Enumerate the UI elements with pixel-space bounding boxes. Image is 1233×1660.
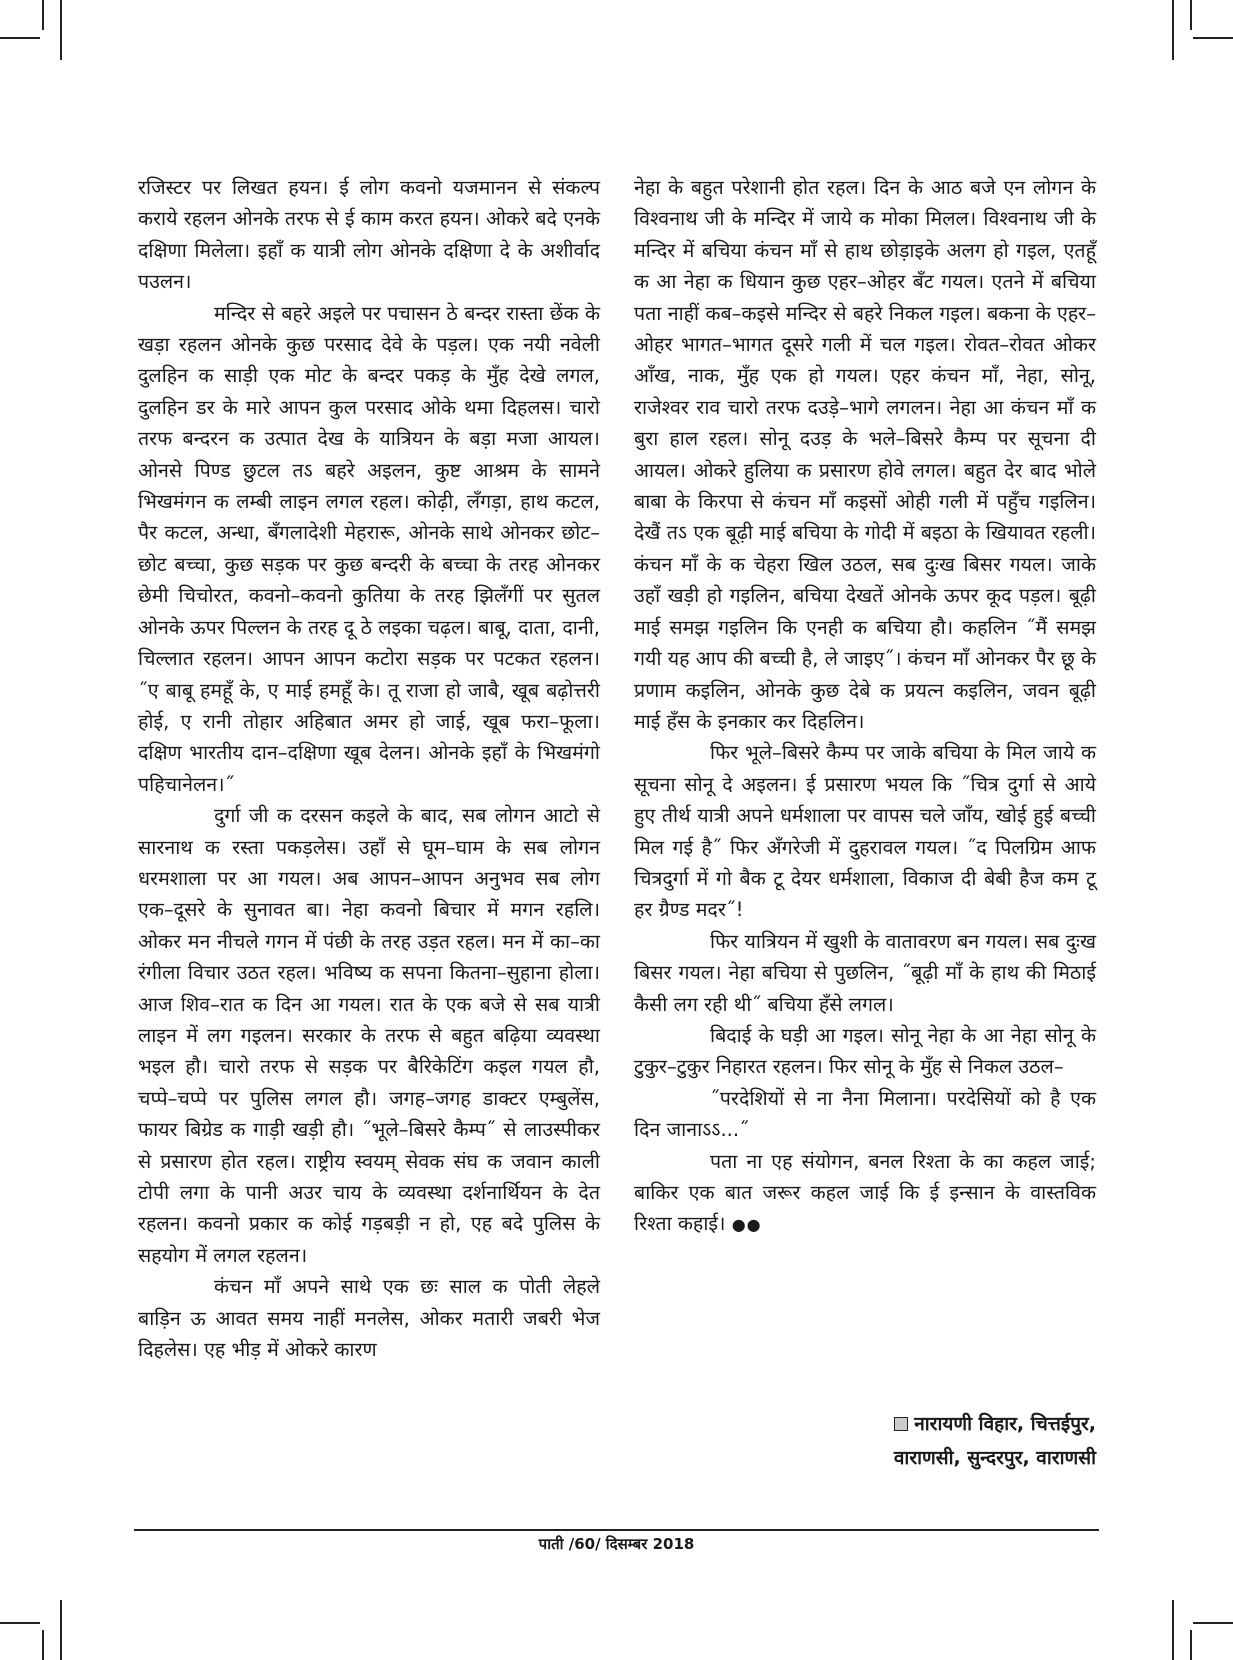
crop-mark xyxy=(1190,1630,1192,1660)
crop-mark xyxy=(1193,1622,1233,1624)
paragraph: रजिस्टर पर लिखत हयन। ई लोग कवनो यजमानन से संकल्प कराये रहलन ओनके तरफ से ई काम करत हयन। ओकरे बदे एनके दक्षिणा मिलेला। इहाँ क यात्री लोग ओनके दक्षिणा दे के अशीर्वाद पउलन। xyxy=(138,176,600,294)
paragraph-text: पता ना एह संयोगन, बनल रिश्ता के का कहल जाई; बाकिर एक बात जरूर कहल जाई कि ई इन्सान के वास्तविक रिश्ता कहाई। xyxy=(634,1149,1096,1236)
crop-mark xyxy=(1190,0,1192,30)
address-line-2: वाराणसी, सुन्दरपुर, वाराणसी xyxy=(893,1447,1096,1469)
paragraph: कंचन माँ अपने साथे एक छः साल क पोती लेहले बाड़िन ऊ आवत समय नाहीं मनलेस, ओकर मतारी जबरी भेज दिहलेस। एह भीड़ में ओकरे कारण xyxy=(138,1275,600,1362)
crop-mark xyxy=(42,0,44,30)
square-bullet-icon xyxy=(894,1417,908,1431)
paragraph: फिर यात्रियन में खुशी के वातावरण बन गयल। सब दुःख बिसर गयल। नेहा बचिया से पुछलिन, ˝बूढ़ी माँ के हाथ की मिठाई कैसी लग रही थी˝ बचिया हँसे लगल। xyxy=(634,929,1096,1016)
crop-mark xyxy=(1172,0,1174,60)
footer-divider xyxy=(134,1529,1099,1531)
paragraph: बिदाई के घड़ी आ गइल। सोनू नेहा के आ नेहा सोनू के टुकुर–टुकुर निहारत रहलन। फिर सोनू के मुँह से निकल उठल– xyxy=(634,1023,1096,1079)
paragraph: फिर भूले–बिसरे कैम्प पर जाके बचिया के मिल जाये क सूचना सोनू दे अइलन। ई प्रसारण भयल कि ˝चित्र दुर्गा से आये हुए तीर्थ यात्री अपने धर्मशाला पर वापस चले जाँय, खोई हुई बच्ची मिल गई है˝ फिर अँगरेजी में दुहरावल गयल। ˝द पिलग्रिम आफ चित्रदुर्गा में गो बैक टू देयर धर्मशाला, विकाज दी बेबी हैज कम टू हर ग्रैण्ड मदर˝! xyxy=(634,741,1096,922)
article-column-right xyxy=(634,172,1096,1241)
crop-mark xyxy=(42,1630,44,1660)
page-footer: पाती /60/ दिसम्बर 2018 xyxy=(538,1535,695,1553)
crop-mark xyxy=(0,1622,40,1624)
crop-mark xyxy=(60,1600,62,1660)
article-column-left xyxy=(138,172,600,1365)
author-address xyxy=(894,1407,1096,1475)
end-mark: ●● xyxy=(731,1215,762,1235)
paragraph: मन्दिर से बहरे अइले पर पचासन ठे बन्दर रास्ता छेंक के खड़ा रहलन ओनके कुछ परसाद देवे के पड़ल। एक नयी नवेली दुलहिन क साड़ी एक मोट के बन्दर पकड़ के मुँह देखे लगल, दुलहिन डर के मारे आपन कुल परसाद ओके थमा दिहलस। चारो तरफ बन्दरन क उत्पात देख के यात्रियन के बड़ा मजा आयल। ओनसे पिण्ड छुटल तऽ बहरे अइलन, कुष्ट आश्रम के सामने भिखमंगन क लम्बी लाइन लगल रहल। कोढ़ी, लँगड़ा, हाथ कटल, पैर कटल, अन्धा, बँगलादेशी मेहरारू, ओनके साथे ओनकर छोट–छोट बच्चा, कुछ सड़क पर कुछ बन्दरी के बच्चा के तरह ओनकर छेमी चिचोरत, कवनो–कवनो कुतिया के तरह झिलँगीं पर सुतल ओनके ऊपर पिल्लन के तरह दू ठे लइका चढ़ल। बाबू, दाता, दानी, चिल्लात रहलन। आपन आपन कटोरा सड़क पर पटकत रहलन। ˝ए बाबू हमहूँ के, ए माई हमहूँ के। तू राजा हो जाबै, खूब बढ़ोत्तरी होई, ए रानी तोहार अहिबात अमर हो जाई, खूब फरा–फूला। दक्षिण भारतीय दान–दक्षिणा खूब देलन। ओनके इहाँ के भिखमंगो पहिचानेलन।˝ xyxy=(138,301,600,796)
crop-mark xyxy=(1193,37,1233,39)
crop-mark xyxy=(1172,1600,1174,1660)
crop-mark xyxy=(0,37,40,39)
address-line-1-text: नारायणी विहार, चित्तईपुर, xyxy=(914,1413,1096,1435)
paragraph: ˝परदेशियों से ना नैना मिलाना। परदेसियों को है एक दिन जानाऽऽ...˝ xyxy=(634,1086,1096,1142)
address-line-1 xyxy=(894,1407,1096,1441)
paragraph: नेहा के बहुत परेशानी होत रहल। दिन के आठ बजे एन लोगन के विश्वनाथ जी के मन्दिर में जाये क मोका मिलल। विश्वनाथ जी के मन्दिर में बचिया कंचन माँ से हाथ छोड़ाइके अलग हो गइल, एतहूँ क आ नेहा क धियान कुछ एहर–ओहर बँट गयल। एतने में बचिया पता नाहीं कब–कइसे मन्दिर से बहरे निकल गइल। बकना के एहर–ओहर भागत–भागत दूसरे गली में चल गइल। रोवत–रोवत ओकर आँख, नाक, मुँह एक हो गयल। एहर कंचन माँ, नेहा, सोनू, राजेश्वर राव चारो तरफ दउड़े–भागे लगलन। नेहा आ कंचन माँ क बुरा हाल रहल। सोनू दउड़ के भले–बिसरे कैम्प पर सूचना दी आयल। ओकरे हुलिया क प्रसारण होवे लगल। बहुत देर बाद भोले बाबा के किरपा से कंचन माँ कइसों ओही गली में पहुँच गइलिन। देखैं तऽ एक बूढ़ी माई बचिया के गोदी में बइठा के खियावत रहली। कंचन माँ के क चेहरा खिल उठल, सब दुःख बिसर गयल। जाके उहाँ खड़ी हो गइलिन, बचिया देखतें ओनके ऊपर कूद पड़ल। बूढ़ी माई समझ गइलिन कि एनही क बचिया हौ। कहलिन ˝मैं समझ गयी यह आप की बच्ची है, ले जाइए˝। कंचन माँ ओनकर पैर छू के प्रणाम कइलिन, ओनके कुछ देबे क प्रयत्न कइलिन, जवन बूढ़ी माई हँस के इनकार कर दिहलिन। xyxy=(634,176,1096,733)
paragraph: दुर्गा जी क दरसन कइले के बाद, सब लोगन आटो से सारनाथ क रस्ता पकड़लेस। उहाँ से घूम–घाम के सब लोगन धरमशाला पर आ गयल। अब आपन–आपन अनुभव सब लोग एक–दूसरे के सुनावत बा। नेहा कवनो बिचार में मगन रहलि। ओकर मन नीचले गगन में पंछी के तरह उड़त रहल। मन में का–का रंगीला विचार उठत रहल। भविष्य क सपना कितना–सुहाना होला। आज शिव–रात क दिन आ गयल। रात के एक बजे से सब यात्री लाइन में लग गइलन। सरकार के तरफ से बहुत बढ़िया व्यवस्था भइल हौ। चारो तरफ से सड़क पर बैरिकेटिंग कइल गयल हौ, चप्पे–चप्पे पर पुलिस लगल हौ। जगह–जगह डाक्टर एम्बुलेंस, फायर बिग्रेड क गाड़ी खड़ी हौ। ˝भूले–बिसरे कैम्प˝ से लाउस्पीकर से प्रसारण होत रहल। राष्ट्रीय स्वयम् सेवक संघ क जवान काली टोपी लगा के पानी अउर चाय के व्यवस्था दर्शनार्थियन के देत रहलन। कवनो प्रकार क कोई गड़बड़ी न हो, एह बदे पुलिस के सहयोग में लगल रहलन। xyxy=(138,804,600,1267)
paragraph-final xyxy=(634,1146,1096,1241)
crop-mark xyxy=(60,0,62,60)
